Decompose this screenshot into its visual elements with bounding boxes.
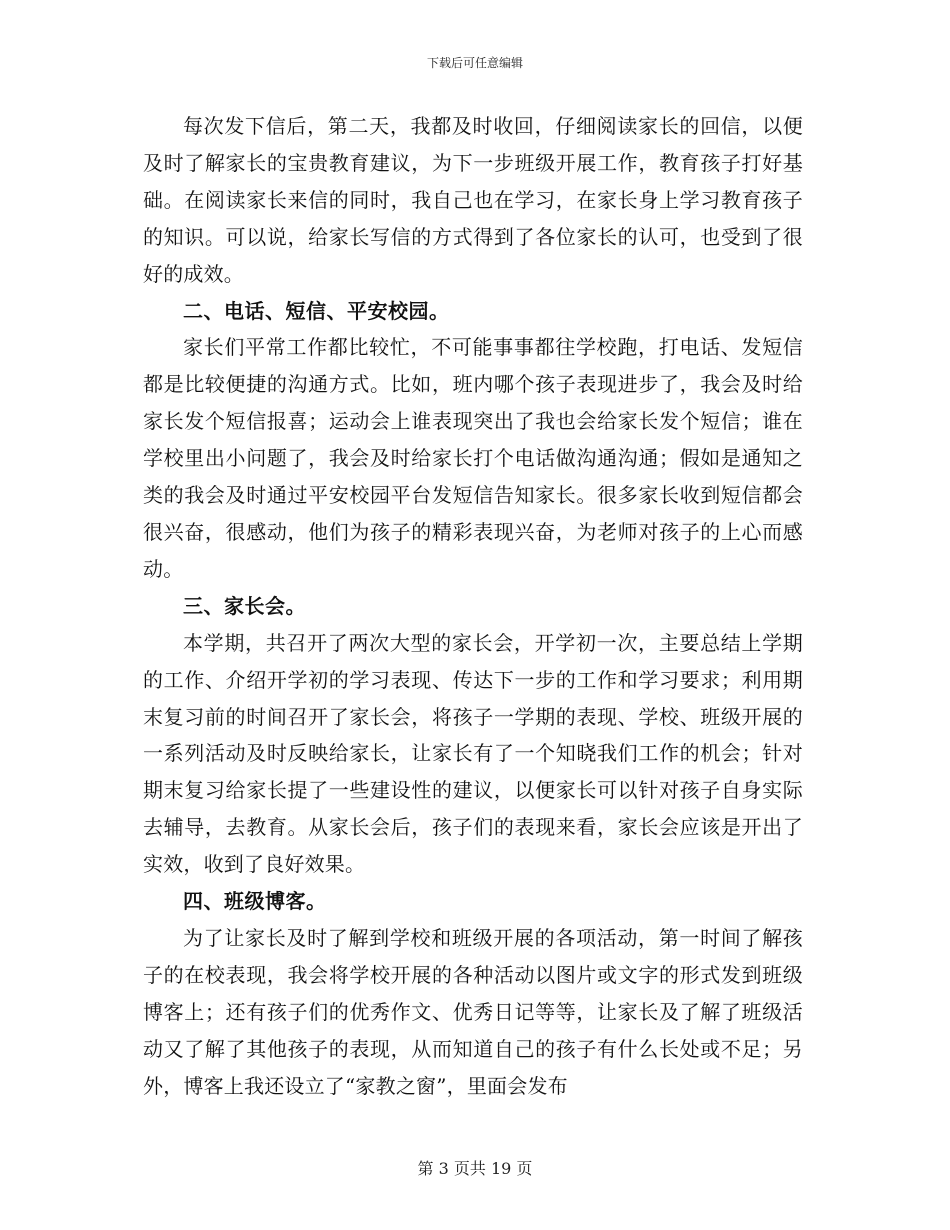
section-heading-class-blog: 四、班级博客。 <box>183 889 327 914</box>
paragraph-reply-letters: 每次发下信后，第二天，我都及时收回，仔细阅读家长的回信，以便及时了解家长的宝贵教育建议，为下一步班级开展工作，教育孩子打好基础。在阅读家长来信的同时，我自己也在学习，在家长身上学习教育孩子的知识。可以说，给家长写信的方式得到了各位家长的认可，也受到了很好的成效。 <box>143 114 803 286</box>
document-body <box>143 108 803 1104</box>
paragraph-parent-meeting: 本学期，共召开了两次大型的家长会，开学初一次，主要总结上学期的工作、介绍开学初的学习表现、传达下一步的工作和学习要求；利用期末复习前的时间召开了家长会，将孩子一学期的表现、学校、班级开展的一系列活动及时反映给家长，让家长有了一个知晓我们工作的机会；针对期末复习给家长提了一些建设性的建议，以便家长可以针对孩子自身实际去辅导，去教育。从家长会后，孩子们的表现来看，家长会应该是开出了实效，收到了良好效果。 <box>143 630 803 877</box>
section-heading-phone-sms: 二、电话、短信、平安校园。 <box>183 298 450 323</box>
paragraph-class-blog: 为了让家长及时了解到学校和班级开展的各项活动，第一时间了解孩子的在校表现，我会将学校开展的各种活动以图片或文字的形式发到班级博客上；还有孩子们的优秀作文、优秀日记等等，让家长及了解了班级活动又了解了其他孩子的表现，从而知道自己的孩子有什么长处或不足；另外，博客上我还设立了“家教之窗”，里面会发布 <box>143 925 803 1098</box>
page-number-footer: 第 3 页共 19 页 <box>417 1159 533 1178</box>
section-heading-parent-meeting: 三、家长会。 <box>183 593 306 618</box>
paragraph-phone-sms: 家长们平常工作都比较忙，不可能事事都往学校跑，打电话、发短信都是比较便捷的沟通方式。比如，班内哪个孩子表现进步了，我会及时给家长发个短信报喜；运动会上谁表现突出了我也会给家长发个短信；谁在学校里出小问题了，我会及时给家长打个电话做沟通沟通；假如是通知之类的我会及时通过平安校园平台发短信告知家长。很多家长收到短信都会很兴奋，很感动，他们为孩子的精彩表现兴奋，为老师对孩子的上心而感动。 <box>143 335 803 581</box>
header-note: 下载后可任意编辑 <box>426 56 523 70</box>
